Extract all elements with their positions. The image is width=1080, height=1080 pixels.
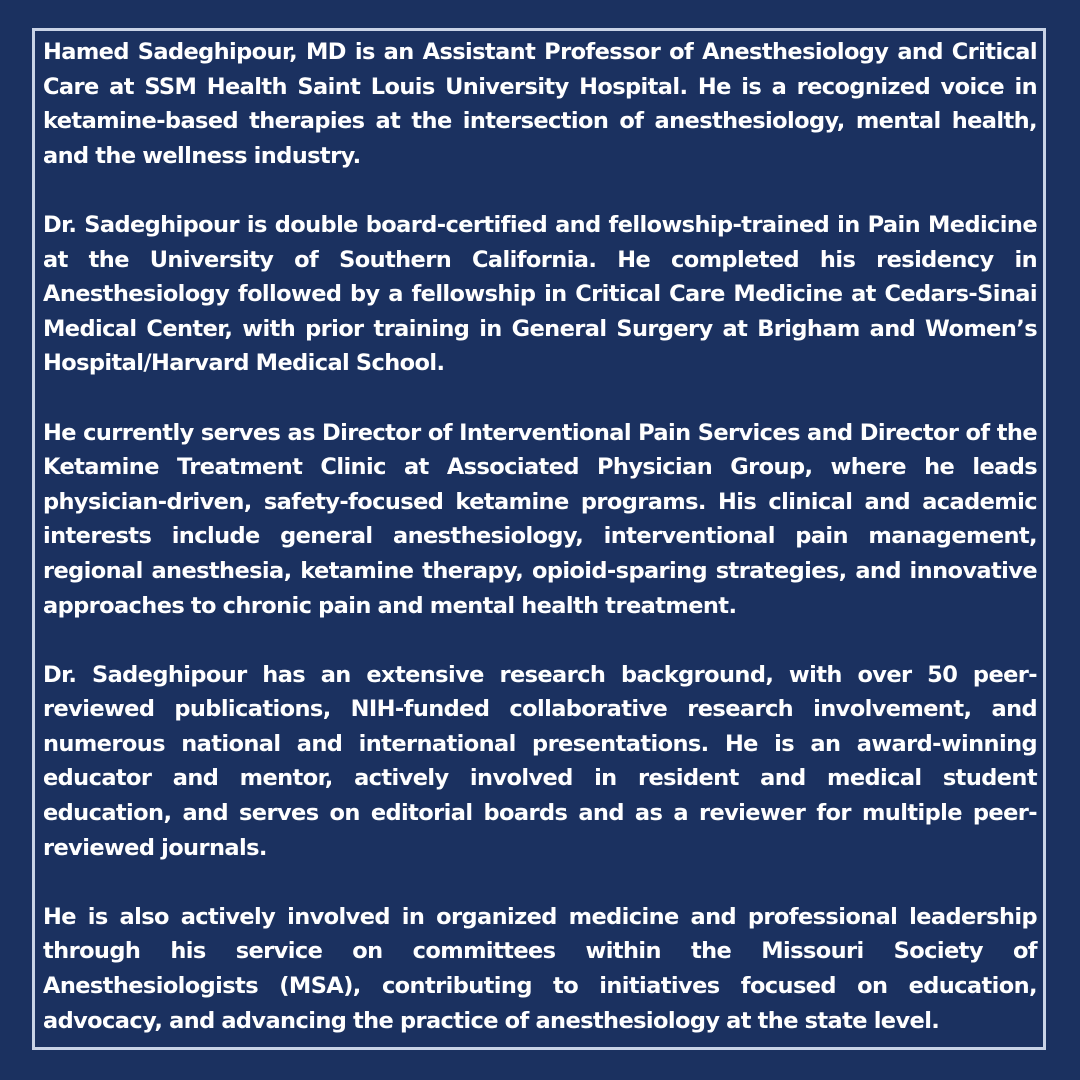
bio-paragraph-training: Dr. Sadeghipour is double board-certified and fellowship-trained in Pain Medicine at the University of Southern California. He completed his residency in Anesthesiology followed by a fellowship in Critical Care Medicine at Cedars-Sinai Medical Center, with prior training in General Surgery at Brigham and Women’s Hospital/Harvard Medical School. bbox=[43, 211, 1037, 377]
bio-paragraph-intro: Hamed Sadeghipour, MD is an Assistant Professor of Anesthesiology and Critical Care at SSM Health Saint Louis University Hospital. He is a recognized voice in ketamine-based therapies at the intersection of anesthesiology, mental health, and the wellness industry. bbox=[43, 39, 1037, 169]
bio-paragraph-leadership: He is also actively involved in organized medicine and professional leadership through his service on committees within the Missouri Society of Anesthesiologists (MSA), contributing to initiatives focused on education, advocacy, and advancing the practice of anesthesiology at the state level. bbox=[43, 903, 1037, 1034]
bio-paragraph-research: Dr. Sadeghipour has an extensive research background, with over 50 peer-reviewed publications, NIH-funded collaborative research involvement, and numerous national and international presentations. He is an award-winning educator and mentor, actively involved in resident and medical student education, and serves on editorial boards and as a reviewer for multiple peer-reviewed journals. bbox=[43, 661, 1037, 861]
bio-text-block bbox=[43, 35, 1037, 1038]
bio-paragraph-current-role: He currently serves as Director of Interventional Pain Services and Director of the Ketamine Treatment Clinic at Associated Physician Group, where he leads physician-driven, safety-focused ketamine programs. His clinical and academic interests include general anesthesiology, interventional pain management, regional anesthesia, ketamine therapy, opioid-sparing strategies, and innovative approaches to chronic pain and mental health treatment. bbox=[43, 419, 1037, 619]
